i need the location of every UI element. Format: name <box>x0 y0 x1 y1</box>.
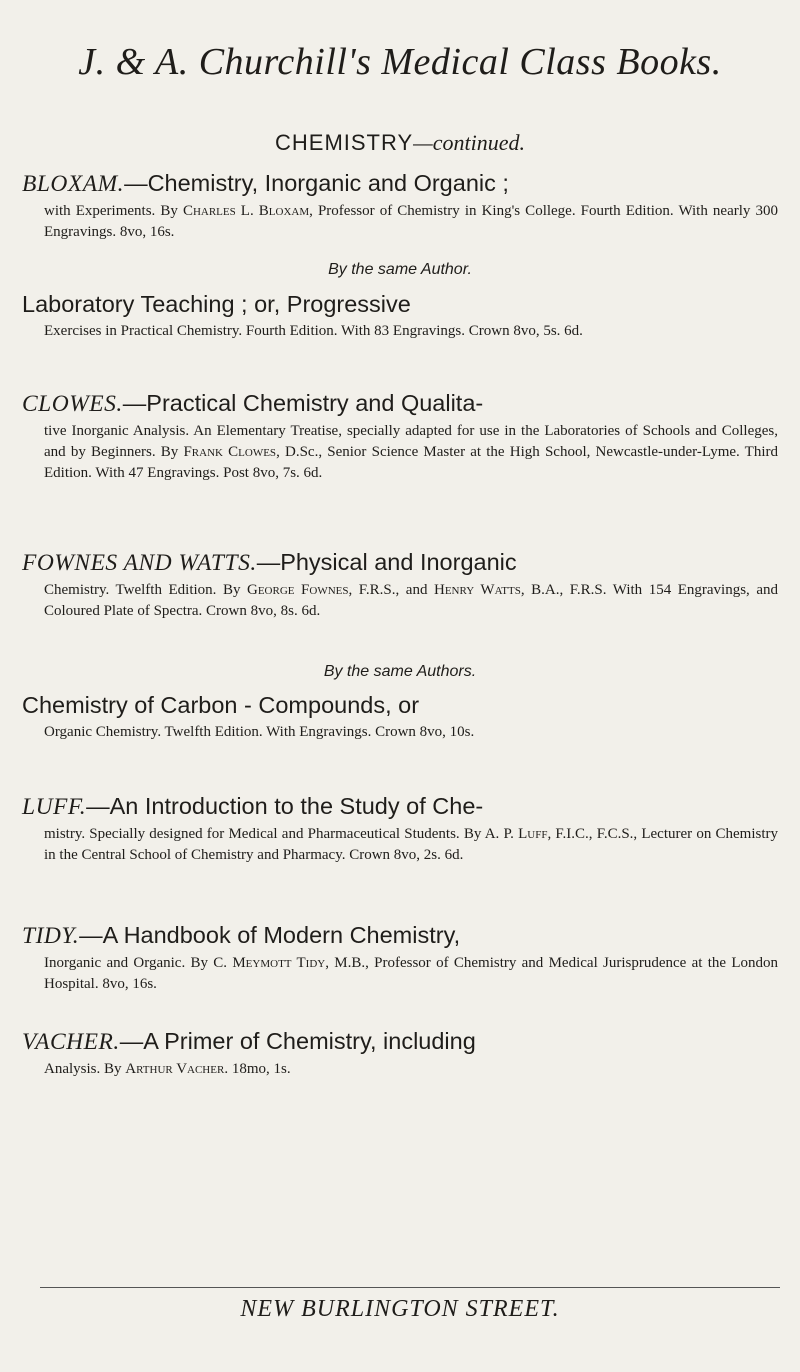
entry-title: —A Primer of Chemistry, including <box>119 1028 476 1054</box>
byline: By the same Author. <box>328 261 472 278</box>
entry-author: CLOWES. <box>22 391 123 417</box>
entry-title: Laboratory Teaching ; or, Progressive <box>22 291 411 317</box>
entry-author: TIDY. <box>22 923 80 949</box>
section-title <box>0 130 800 156</box>
entry-laboratory-teaching <box>22 289 778 342</box>
page-header: J. & A. Churchill's Medical Class Books. <box>78 41 722 83</box>
entry-author: LUFF. <box>22 794 87 820</box>
entry-title: Chemistry of Carbon - Compounds, or <box>22 692 420 718</box>
entry-author: FOWNES AND WATTS. <box>22 550 257 576</box>
entry-description: Inorganic and Organic. By C. Meymott Tidy, M.B., Professor of Chemistry and Medical Jurisprudence at the London Hospital. 8vo, 16s. <box>44 955 778 992</box>
entry-luff <box>22 791 778 866</box>
entry-title: —Physical and Inorganic <box>256 549 517 575</box>
section-continued: —continued. <box>413 130 525 155</box>
entry-title: —A Handbook of Modern Chemistry, <box>79 922 461 948</box>
entry-carbon-compounds <box>22 690 778 743</box>
byline: By the same Authors. <box>323 663 477 680</box>
entry-title: —Practical Chemistry and Qualita- <box>122 390 484 416</box>
entry-author: VACHER. <box>22 1029 120 1055</box>
entry-title: —An Introduction to the Study of Che- <box>86 793 484 819</box>
entry-tidy <box>22 920 778 995</box>
entry-description: Chemistry. Twelfth Edition. By George Fownes, F.R.S., and Henry Watts, B.A., F.R.S. With 154 Engravings, and Coloured Plate of Spectra. Crown 8vo, 8s. 6d. <box>44 582 778 619</box>
entry-description: Organic Chemistry. Twelfth Edition. With Engravings. Crown 8vo, 10s. <box>44 724 475 740</box>
section-name: CHEMISTRY <box>275 130 414 155</box>
entry-author: BLOXAM. <box>22 171 125 197</box>
footer-rule <box>40 1287 780 1288</box>
entry-description: Analysis. By Arthur Vacher. 18mo, 1s. <box>44 1061 291 1077</box>
entry-description: with Experiments. By Charles L. Bloxam, Professor of Chemistry in King's College. Fourth Edition. With nearly 300 Engravings. 8vo, 16s. <box>44 203 778 240</box>
entry-vacher <box>22 1026 778 1080</box>
entry-clowes <box>22 388 778 484</box>
page-footer: NEW BURLINGTON STREET. <box>240 1296 560 1322</box>
entry-fownes-watts <box>22 547 778 622</box>
entry-title: —Chemistry, Inorganic and Organic ; <box>124 170 509 196</box>
entry-description: tive Inorganic Analysis. An Elementary Treatise, specially adapted for use in the Laboratories of Schools and Colleges, and by Beginners. By Frank Clowes, D.Sc., Senior Science Master at the High School, Newcastle-under-Lyme. Third Edition. With 47 Engravings. Post 8vo, 7s. 6d. <box>44 423 779 481</box>
entry-bloxam <box>22 168 778 243</box>
entry-description: mistry. Specially designed for Medical and Pharmaceutical Students. By A. P. Luff, F.I.C., F.C.S., Lecturer on Chemistry in the Central School of Chemistry and Pharmacy. Crown 8vo, 2s. 6d. <box>44 826 779 863</box>
entry-description: Exercises in Practical Chemistry. Fourth Edition. With 83 Engravings. Crown 8vo, 5s. 6d. <box>44 323 583 339</box>
